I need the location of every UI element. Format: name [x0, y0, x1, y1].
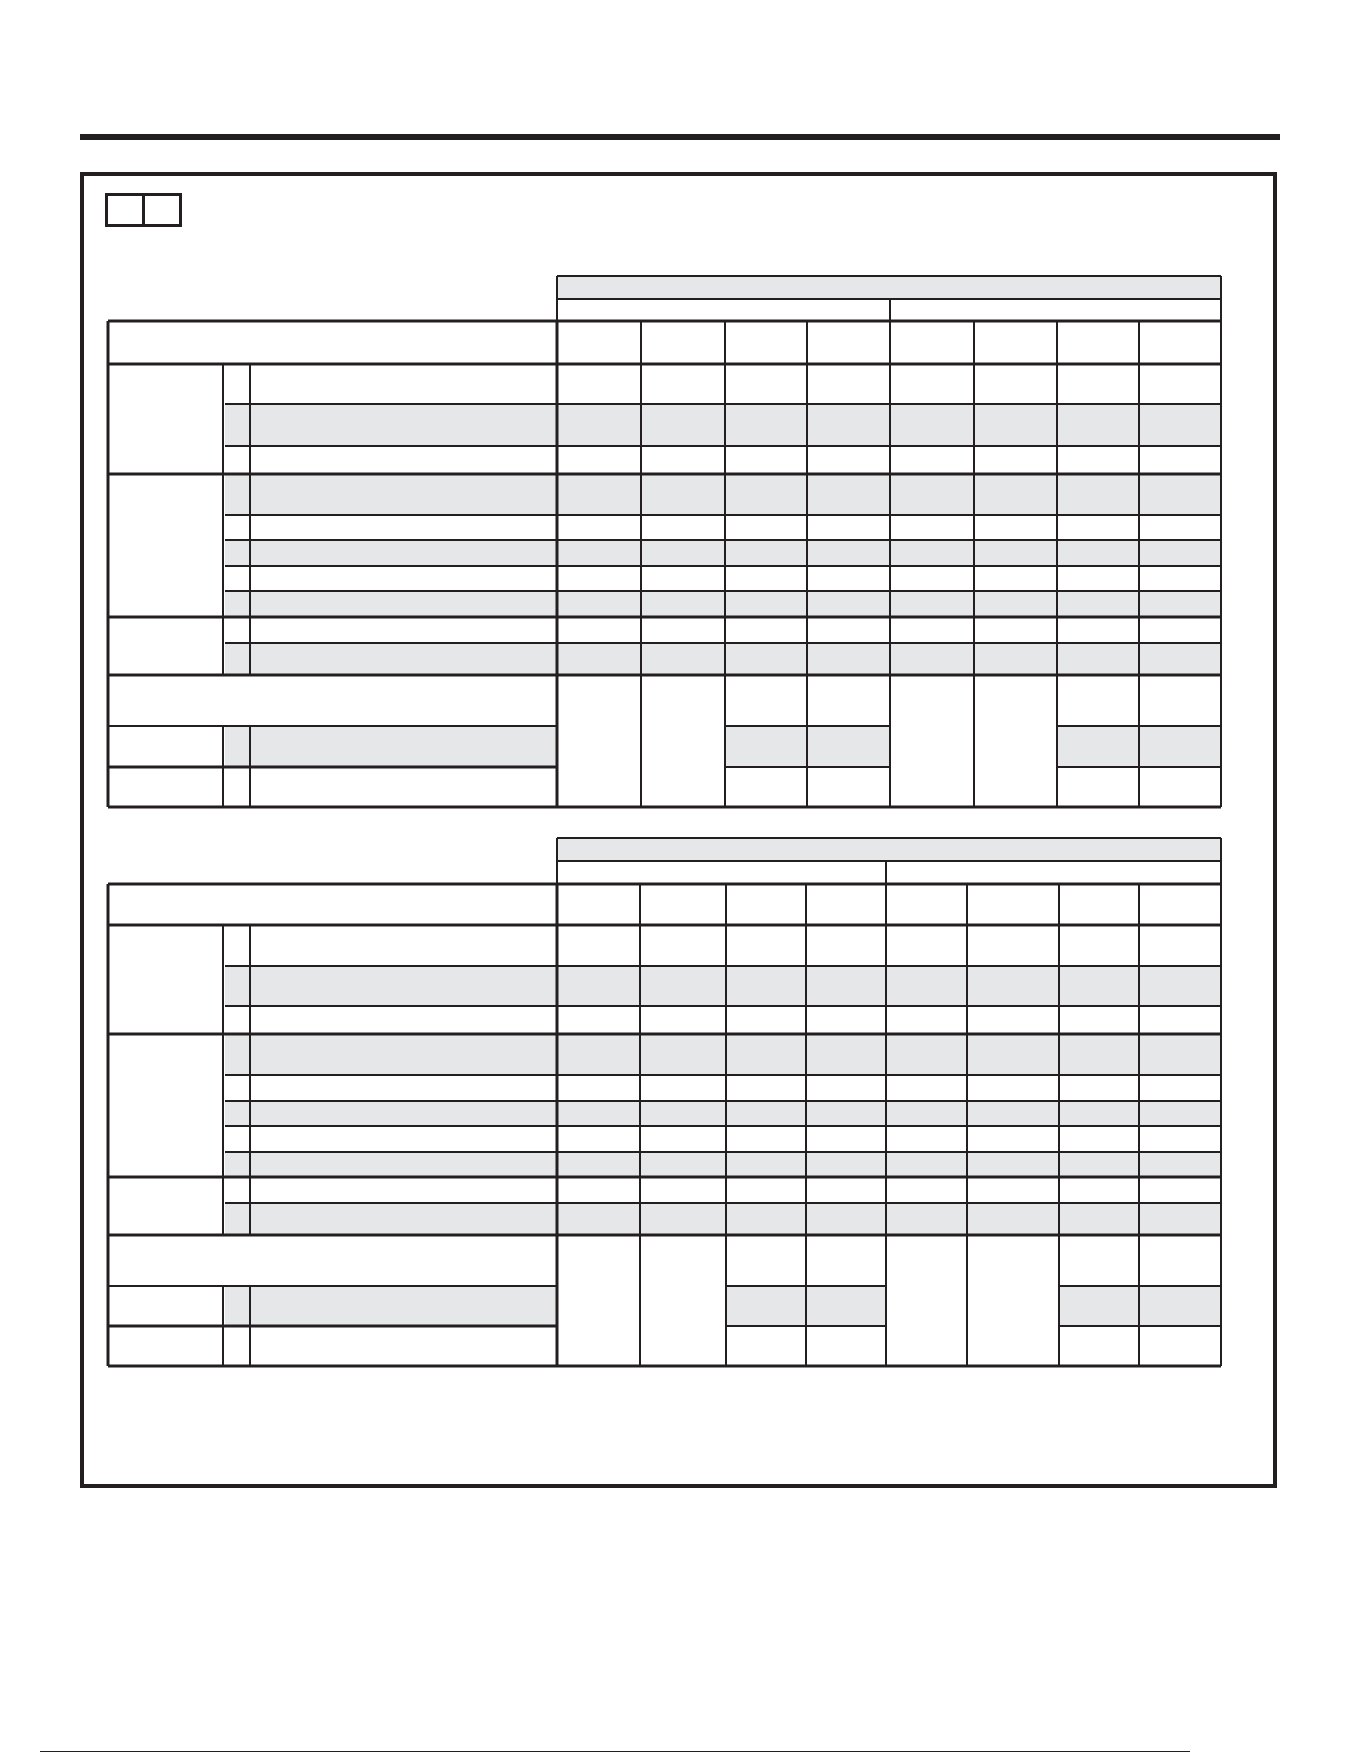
shaded-row [225, 1101, 1221, 1126]
shaded-cell [250, 726, 557, 767]
footer-rule [40, 1751, 1190, 1752]
shaded-row [225, 1152, 1221, 1177]
shaded-cell [225, 726, 250, 767]
shaded-row [225, 540, 1221, 566]
shaded-row [225, 474, 1221, 515]
shaded-row [225, 966, 1221, 1006]
group-header-band [557, 276, 1221, 299]
shaded-cell [250, 1286, 557, 1326]
shaded-row [225, 643, 1221, 675]
group-header-band [557, 838, 1221, 861]
shaded-row [225, 1203, 1221, 1235]
shaded-cell [225, 1286, 250, 1326]
shaded-row [225, 591, 1221, 617]
shaded-row [225, 1034, 1221, 1075]
shaded-row [225, 404, 1221, 446]
